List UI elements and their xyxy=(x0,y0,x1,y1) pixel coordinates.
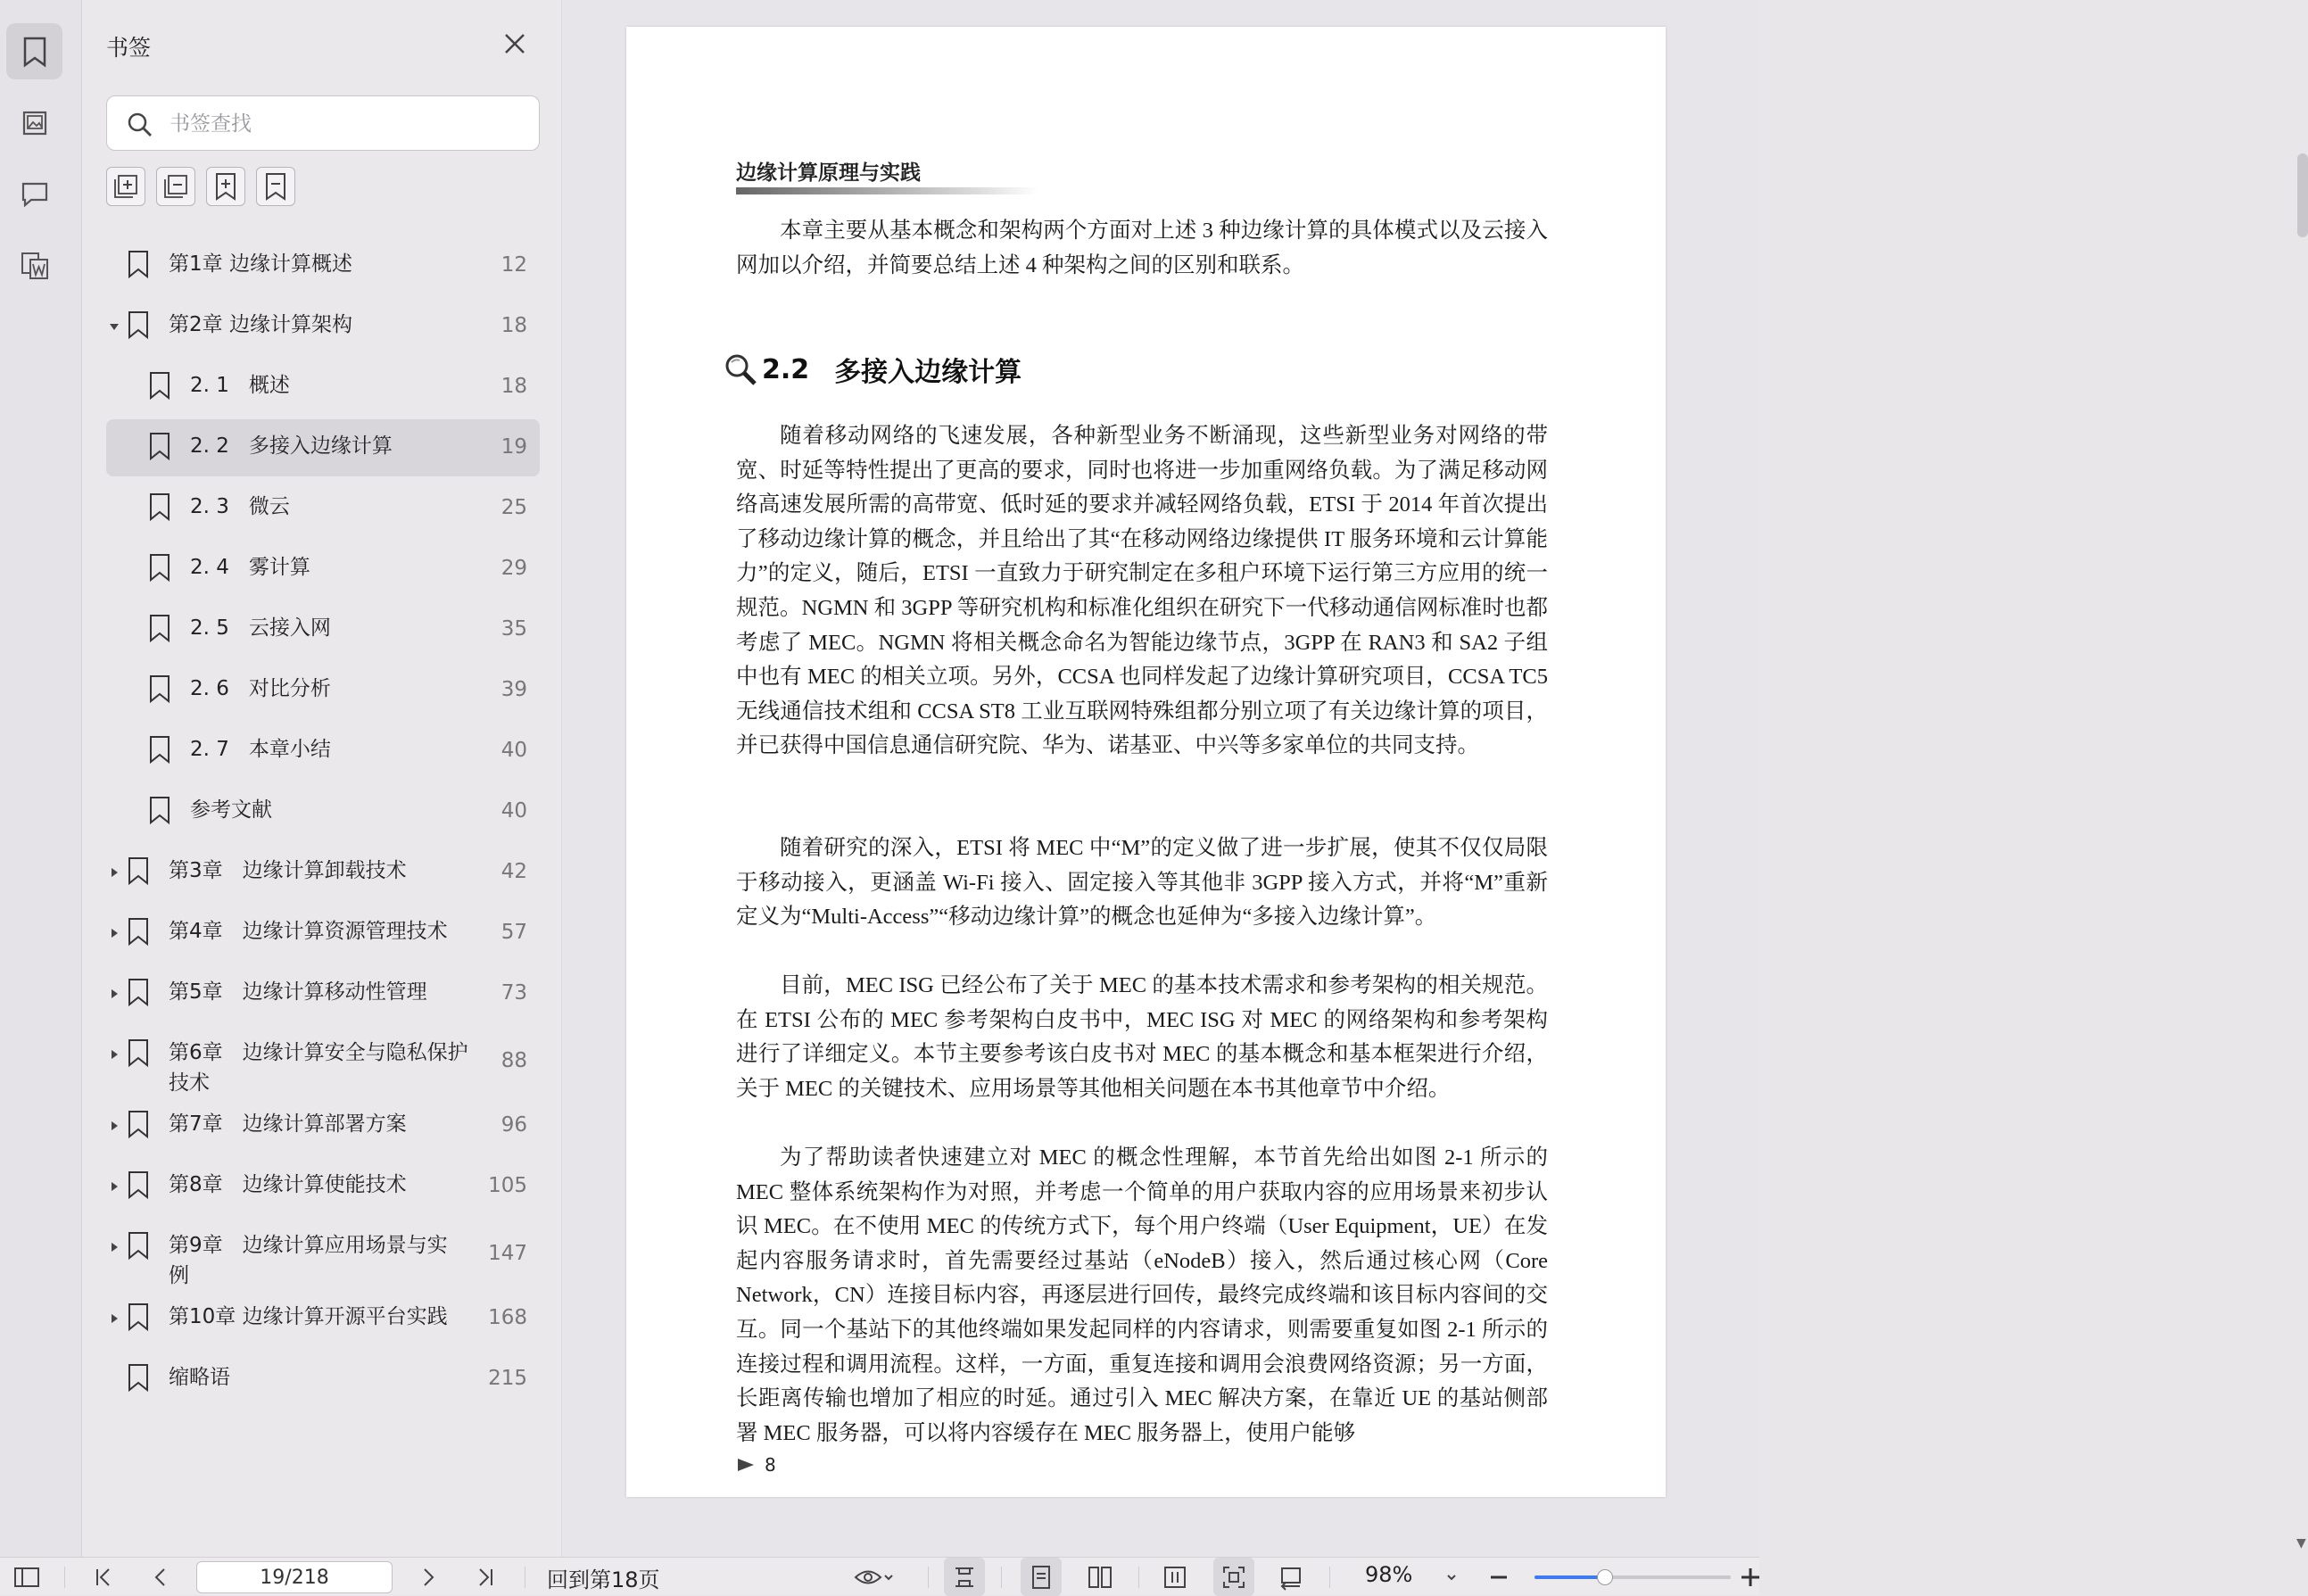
vertical-scrollbar-thumb[interactable] xyxy=(2297,153,2308,237)
bookmark-label: 缩略语 xyxy=(169,1366,230,1389)
bookmark-item[interactable] xyxy=(106,723,540,780)
bookmark-label: 第8章 边缘计算使能技术 xyxy=(169,1173,407,1196)
collapse-all-button[interactable] xyxy=(156,167,195,206)
bookmark-page-number: 88 xyxy=(500,1049,527,1072)
bookmark-label: 第9章 边缘计算应用场景与实 例 xyxy=(169,1234,448,1287)
book-mode-icon xyxy=(1162,1565,1187,1590)
paragraph: 随着移动网络的飞速发展，各种新型业务不断涌现，这些新型业务对网络的带宽、时延等特性提出了更高的要求，同时也将进一步加重网络负载。为了满足移动网络高速发展所需的高带宽、低时延的要求并减轻网络负载，ETSI 于 2014 年首次提出了移动边缘计算的概念，并且给出了其“在移动网络边缘提供 IT 服务环境和云计算能力”的定义，随后，ETSI 一直致力于研究制定在多租户环境下运行第三方应用的统一规范。NGMN 和 3GPP 等研究机构和标准化组织在研究下一代移动通信网标准时也都考虑了 MEC。NGMN 将相关概念命名为智能边缘节点，3GPP 在 RAN3 和 SA2 子组中也有 MEC 的相关立项。另外，CCSA 也同样发起了边缘计算研究项目，CCSA TC5 无线通信技术组和 CCSA ST8 工业互联网特殊组都分别立项了有关边缘计算的项目，并已获得中国信息通信研究院、华为、诺基亚、中兴等多家单位的共同支持。 xyxy=(736,424,1548,758)
bookmark-item[interactable] xyxy=(106,1097,540,1154)
go-back-link[interactable]: 回到第18页 xyxy=(547,1567,660,1592)
zoom-out-button[interactable] xyxy=(1481,1558,1517,1596)
bookmark-page-number: 73 xyxy=(500,981,527,1005)
bookmark-page-number: 39 xyxy=(500,678,527,701)
last-page-icon xyxy=(475,1567,496,1588)
scroll-down-arrow-icon[interactable]: ▼ xyxy=(2296,1536,2306,1551)
zoom-level[interactable]: 98% xyxy=(1365,1562,1413,1587)
two-page-icon xyxy=(1088,1565,1113,1590)
bookmark-label: 第3章 边缘计算卸载技术 xyxy=(169,859,407,882)
first-page-button[interactable] xyxy=(86,1558,121,1596)
page-number-input[interactable] xyxy=(196,1561,393,1593)
image-icon xyxy=(21,110,48,136)
paragraph: 为了帮助读者快速建立对 MEC 的概念性理解，本节首先给出如图 2-1 所示的 MEC 整体系统架构作为对照，并考虑一个简单的用户获取内容的应用场景来初步认识 MEC。在不使用 MEC 的传统方式下，每个用户终端（User Equipment，UE）在发起内容服务请求时，首先需要经过基站（eNodeB）接入，然后通过核心网（Core Network，CN）连接目标内容，再逐层进行回传，最终完成终端和该目标内容间的交互。同一个基站下的其他终端如果发起同样的内容请求，则需要重复如图 2-1 所示的连接过程和调用流程。这样，一方面，重复连接和调用会浪费网络资源；另一方面，长距离传输也增加了相应的时延。通过引入 MEC 解决方案，在靠近 UE 的基站侧部署 MEC 服务器，可以将内容缓存在 MEC 服务器上，使用户能够 xyxy=(736,1145,1548,1445)
bookmark-item[interactable] xyxy=(106,905,540,962)
section-heading xyxy=(723,350,1022,389)
bookmark-label: 2. 7 本章小结 xyxy=(190,738,331,761)
zoom-slider[interactable] xyxy=(1535,1575,1731,1579)
collapsed-arrow-icon[interactable] xyxy=(108,866,120,879)
bookmark-label: 第6章 边缘计算安全与隐私保护 技术 xyxy=(169,1041,468,1095)
bookmark-label: 2. 3 微云 xyxy=(190,495,290,518)
bookmark-item[interactable] xyxy=(106,662,540,719)
bookmark-label: 2. 6 对比分析 xyxy=(190,677,331,700)
collapsed-arrow-icon[interactable] xyxy=(108,1312,120,1325)
bookmark-icon xyxy=(147,735,172,764)
thumbnail-panel-button[interactable] xyxy=(6,95,62,151)
close-icon xyxy=(501,30,528,57)
bookmark-icon xyxy=(147,614,172,642)
section-title: 多接入边缘计算 xyxy=(834,357,1022,388)
single-page-button[interactable] xyxy=(1021,1558,1062,1596)
bookmark-label: 第5章 边缘计算移动性管理 xyxy=(169,980,427,1004)
bookmark-search-box[interactable] xyxy=(106,95,540,151)
bookmark-page-number: 40 xyxy=(500,799,527,823)
bookmark-icon xyxy=(147,492,172,521)
next-page-button[interactable] xyxy=(410,1558,446,1596)
section-number: 2.2 xyxy=(762,353,810,385)
remove-bookmark-icon xyxy=(263,172,288,201)
bookmark-item[interactable] xyxy=(106,237,540,294)
bookmark-page-number: 168 xyxy=(488,1306,527,1329)
zoom-in-button[interactable] xyxy=(1740,1558,1759,1596)
page-number: 8 xyxy=(765,1454,776,1476)
bookmark-label: 第1章 边缘计算概述 xyxy=(169,252,352,276)
collapsed-arrow-icon[interactable] xyxy=(108,988,120,1000)
bookmark-label: 第4章 边缘计算资源管理技术 xyxy=(169,920,448,943)
bookmark-page-number: 215 xyxy=(488,1367,527,1390)
add-bookmark-icon xyxy=(213,172,238,201)
panel-title: 书签 xyxy=(106,35,152,61)
bookmark-item[interactable] xyxy=(106,541,540,598)
bookmark-page-number: 57 xyxy=(500,921,527,944)
single-page-icon xyxy=(1030,1565,1052,1590)
bookmark-label: 参考文献 xyxy=(190,798,272,822)
rotate-button[interactable] xyxy=(1270,1558,1311,1596)
plus-icon xyxy=(1740,1567,1759,1588)
bookmark-page-number: 35 xyxy=(500,617,527,641)
bookmark-icon xyxy=(126,856,151,885)
paragraph: 目前，MEC ISG 已经公布了关于 MEC 的基本技术需求和参考架构的相关规范。在 ETSI 公布的 MEC 参考架构白皮书中，MEC ISG 对 MEC 的网络架构和参考架构进行了详细定义。本节主要参考该白皮书对 MEC 的基本概念和基本框架进行介绍，关于 MEC 的关键技术、应用场景等其他相关问题在本书其他章节中介绍。 xyxy=(736,973,1548,1101)
bookmark-page-number: 29 xyxy=(500,557,527,580)
document-page xyxy=(626,27,1666,1497)
bookmark-page-number: 18 xyxy=(500,375,527,398)
bookmark-item[interactable] xyxy=(106,298,540,355)
bookmark-item[interactable] xyxy=(106,1290,540,1347)
sidebar-toggle-icon xyxy=(13,1567,40,1588)
zoom-slider-fill xyxy=(1535,1575,1605,1579)
bookmark-icon xyxy=(147,553,172,582)
bookmark-item[interactable] xyxy=(106,1026,540,1094)
expanded-arrow-icon[interactable] xyxy=(108,320,120,333)
two-page-button[interactable] xyxy=(1080,1558,1121,1596)
bookmark-icon xyxy=(147,674,172,703)
bookmark-item[interactable] xyxy=(106,601,540,658)
fit-page-button[interactable] xyxy=(1213,1558,1254,1596)
bookmark-page-number: 96 xyxy=(500,1113,527,1137)
bookmark-label: 2. 1 概述 xyxy=(190,374,290,397)
bookmark-icon xyxy=(126,1363,151,1392)
running-head-rule xyxy=(736,187,1039,194)
chevron-down-icon xyxy=(882,1571,895,1584)
magnifier-icon xyxy=(723,351,758,387)
collapsed-arrow-icon[interactable] xyxy=(108,1048,120,1061)
last-page-button[interactable] xyxy=(467,1558,503,1596)
zoom-slider-handle[interactable] xyxy=(1597,1569,1613,1585)
bookmark-item[interactable] xyxy=(106,359,540,416)
status-bar xyxy=(0,1557,1759,1595)
book-mode-button[interactable] xyxy=(1154,1558,1195,1596)
fit-page-icon xyxy=(1221,1565,1246,1590)
document-view[interactable] xyxy=(562,0,2306,1557)
bookmark-item[interactable] xyxy=(106,844,540,901)
close-panel-button[interactable] xyxy=(501,30,528,57)
triangle-marker-icon xyxy=(736,1457,756,1473)
read-mode-button[interactable] xyxy=(848,1558,901,1596)
collapsed-arrow-icon[interactable] xyxy=(108,1180,120,1193)
annotation-panel-button[interactable] xyxy=(6,166,62,222)
bookmark-panel xyxy=(82,0,562,1557)
bookmark-page-number: 105 xyxy=(488,1174,527,1197)
convert-word-icon xyxy=(20,251,50,281)
collapsed-arrow-icon[interactable] xyxy=(108,1120,120,1132)
bookmark-item[interactable] xyxy=(106,1351,540,1408)
add-bookmark-button[interactable] xyxy=(206,167,245,206)
minus-icon xyxy=(1488,1567,1510,1588)
bookmark-item[interactable] xyxy=(106,783,540,840)
bookmark-label: 第10章 边缘计算开源平台实践 xyxy=(169,1305,448,1328)
collapse-all-icon xyxy=(162,173,189,200)
chevron-right-icon xyxy=(418,1567,439,1588)
first-page-icon xyxy=(93,1567,114,1588)
word-convert-button[interactable] xyxy=(6,237,62,294)
bookmark-label: 第7章 边缘计算部署方案 xyxy=(169,1112,407,1136)
bookmark-icon xyxy=(147,371,172,400)
bookmark-icon xyxy=(126,1110,151,1138)
fit-width-button[interactable] xyxy=(944,1558,985,1596)
bookmark-icon xyxy=(147,796,172,824)
bookmark-page-number: 147 xyxy=(488,1242,527,1265)
bookmark-item[interactable] xyxy=(106,1158,540,1215)
intro-paragraph: 本章主要从基本概念和架构两个方面对上述 3 种边缘计算的具体模式以及云接入网加以介绍，并简要总结上述 4 种架构之间的区别和联系。 xyxy=(736,219,1548,277)
bookmark-icon xyxy=(126,310,151,339)
bookmark-page-number: 40 xyxy=(500,739,527,762)
expand-all-button[interactable] xyxy=(106,167,145,206)
chevron-down-icon xyxy=(1445,1571,1458,1584)
bookmark-label: 2. 2 多接入边缘计算 xyxy=(190,434,393,458)
collapsed-arrow-icon[interactable] xyxy=(108,927,120,939)
paragraph: 随着研究的深入，ETSI 将 MEC 中“M”的定义做了进一步扩展，使其不仅仅局限于移动接入，更涵盖 Wi-Fi 接入、固定接入等其他非 3GPP 接入方式，并将“M”重新定义为“Multi-Access”“移动边缘计算”的概念也延伸为“多接入边缘计算”。 xyxy=(736,836,1548,930)
bookmark-label: 第2章 边缘计算架构 xyxy=(169,313,352,336)
remove-bookmark-button[interactable] xyxy=(256,167,295,206)
bookmark-item[interactable] xyxy=(106,965,540,1022)
chevron-left-icon xyxy=(150,1567,171,1588)
bookmark-item[interactable] xyxy=(106,480,540,537)
prev-page-button[interactable] xyxy=(143,1558,178,1596)
bookmark-page-number: 18 xyxy=(500,314,527,337)
bookmark-icon xyxy=(126,250,151,278)
bookmark-icon xyxy=(126,978,151,1006)
bookmark-icon xyxy=(126,917,151,946)
bookmark-search-input[interactable] xyxy=(170,107,526,141)
bookmark-page-number: 12 xyxy=(500,253,527,277)
rotate-icon xyxy=(1278,1565,1303,1590)
comment-icon xyxy=(21,181,49,208)
zoom-dropdown-button[interactable] xyxy=(1438,1558,1465,1596)
bookmark-panel-button[interactable] xyxy=(6,23,62,79)
bookmark-label: 2. 5 云接入网 xyxy=(190,616,331,640)
bookmark-icon xyxy=(126,1170,151,1199)
bookmark-page-number: 42 xyxy=(500,860,527,883)
eye-icon xyxy=(854,1567,882,1587)
side-rail xyxy=(0,0,82,1557)
bookmark-page-number: 25 xyxy=(500,496,527,519)
bookmark-item[interactable] xyxy=(106,419,540,476)
bookmark-item[interactable] xyxy=(106,1219,540,1286)
running-head: 边缘计算原理与实践 xyxy=(736,161,921,185)
bookmark-icon xyxy=(126,1038,151,1067)
bookmark-icon xyxy=(126,1231,151,1260)
collapsed-arrow-icon[interactable] xyxy=(108,1241,120,1253)
fit-width-icon xyxy=(953,1565,976,1590)
bookmark-icon xyxy=(21,37,48,67)
bookmark-icon xyxy=(147,432,172,460)
toggle-sidebar-button[interactable] xyxy=(9,1558,45,1596)
bookmark-page-number: 19 xyxy=(500,435,527,459)
bookmark-icon xyxy=(126,1302,151,1331)
search-icon xyxy=(127,112,153,138)
page-footer xyxy=(736,1454,776,1476)
bookmark-label: 2. 4 雾计算 xyxy=(190,556,310,579)
expand-all-icon xyxy=(112,173,139,200)
